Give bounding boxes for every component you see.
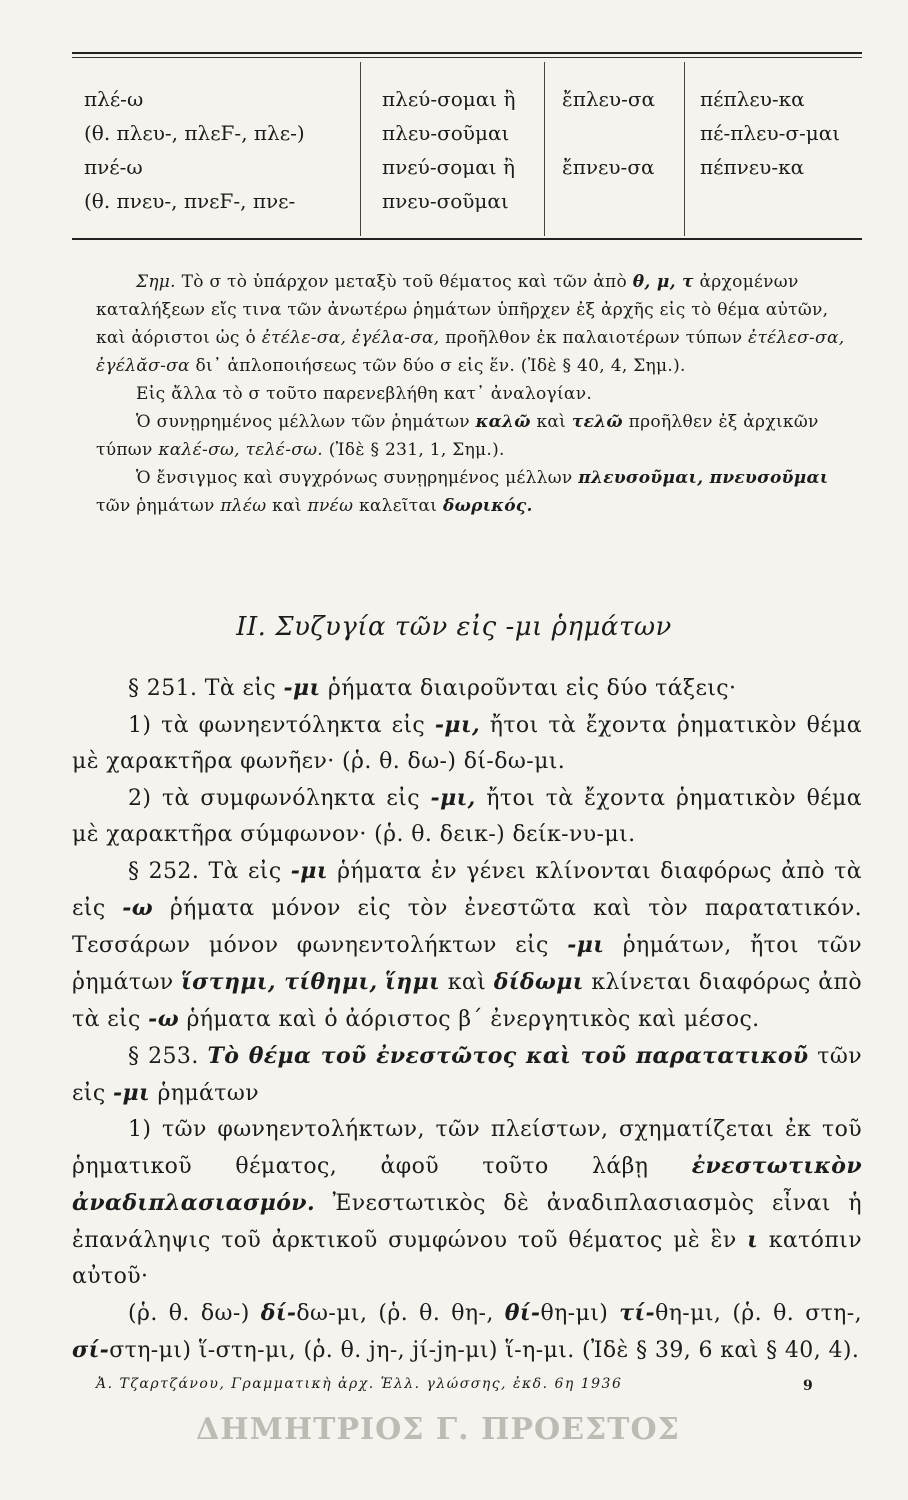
table-col-perfect	[700, 82, 840, 218]
note-emph: πλευσοῦμαι, πνευσοῦμαι	[578, 468, 829, 488]
note-emph: καλῶ	[475, 412, 531, 432]
owner-stamp: ΔΗΜΗΤΡΙΟΣ Γ. ΠΡΟΕΣΤΟΣ	[196, 1412, 680, 1447]
text: § 252. Τὰ εἰς	[128, 859, 291, 884]
table-cell: πέ-πλευ-σ-μαι	[700, 121, 841, 145]
paragraph-253-examples	[72, 1295, 862, 1369]
table-cell: πλεύ-σομαι ἢ	[382, 87, 516, 111]
note-paragraph	[96, 464, 862, 520]
text: θη-μι, (ῥ. θ. στη-,	[655, 1301, 862, 1326]
emph: δίδωμι	[493, 969, 584, 995]
note-text: ἀρχομένων καταλήξεων εἴς τινα τῶν ἀνωτέρω ῥημάτων ὑπῆρχεν ἐξ ἀρχῆς εἰς τὸ θέμα αὐτῶν, καὶ ἀόριστοι ὡς ὁ	[96, 272, 829, 348]
text: δω-μι, (ῥ. θ. θη-,	[296, 1301, 505, 1326]
text: Ἐνεστωτικὸς δὲ ἀναδιπλασιασμὸς εἶναι ἡ ἐπανάληψις τοῦ ἀρκτικοῦ συμφώνου τοῦ θέματος μὲ ἓν	[72, 1191, 862, 1253]
paragraph-251-1	[72, 707, 862, 780]
text: 2) τὰ συμφωνόληκτα εἰς	[128, 786, 431, 811]
paragraph-251-2	[72, 780, 862, 853]
conjugation-table	[72, 52, 862, 240]
emph: -ω	[148, 1006, 180, 1032]
table-cell: πνεύ-σομαι ἢ	[382, 155, 515, 179]
table-divider	[360, 62, 361, 236]
note-text: προῆλθεν ἐξ ἀρχικῶν τύπων	[96, 412, 819, 460]
text: § 251. Τὰ εἰς	[128, 676, 284, 701]
text: 1) τὰ φωνηεντόληκτα εἰς	[128, 713, 435, 738]
table-cell: ἔπνευ-σα	[562, 155, 655, 179]
note-text: Ὁ συνῃρημένος μέλλων τῶν ῥημάτων	[136, 412, 476, 432]
table-divider	[544, 62, 545, 236]
body-text	[72, 670, 862, 1369]
table-cell: (θ. πνευ-, πνεϜ-, πνε-	[84, 189, 296, 213]
emph: δί-	[260, 1300, 297, 1326]
note-block	[96, 268, 862, 520]
section-heading: II. Συζυγία τῶν εἰς -μι ῥημάτων	[236, 612, 672, 642]
emph: θί-	[504, 1300, 541, 1326]
table-cell	[700, 184, 840, 218]
emph: -μι	[290, 858, 328, 884]
table-col-present	[84, 82, 305, 218]
note-emph: καλέ-σω, τελέ-σω.	[158, 440, 324, 460]
footer-citation: Ἀ. Τζαρτζάνου, Γραμματικὴ ἀρχ. Ἑλλ. γλώσσης, ἐκδ. 6η 1936	[96, 1376, 623, 1392]
note-text: τῶν ῥημάτων	[96, 496, 221, 516]
text: ῥήματα καὶ ὁ ἀόριστος β΄ ἐνεργητικὸς καὶ μέσος.	[179, 1007, 760, 1032]
note-text: προῆλθον ἐκ παλαιοτέρων τύπων	[439, 328, 749, 348]
emph: -μι	[567, 932, 605, 958]
note-label: Σημ.	[136, 272, 176, 292]
text: ῥημάτων	[150, 1081, 259, 1106]
table-cell: πνέ-ω	[84, 155, 143, 179]
paragraph-251	[72, 670, 862, 707]
table-cell: ἔπλευ-σα	[562, 87, 655, 111]
text: στη-μι) ἵ-στη-μι, (ῥ. θ. jη-, jί-jη-μι) ἵ-η-μι. (Ἰδὲ § 39, 6 καὶ § 40, 4).	[109, 1338, 860, 1363]
text: ῥημάτων, ἤτοι τῶν ῥημάτων	[72, 933, 862, 995]
table-bottom-rule	[72, 238, 862, 240]
text: 1) τῶν φωνηεντολήκτων, τῶν πλείστων, σχηματίζεται ἐκ τοῦ ῥηματικοῦ θέματος, ἀφοῦ τοῦτο λάβῃ	[72, 1117, 862, 1179]
table-divider	[684, 62, 685, 236]
emph: ι	[747, 1227, 759, 1253]
note-text: δι᾿ ἁπλοποιήσεως τῶν δύο σ εἰς ἕν. (Ἰδὲ § 40, 4, Σημ.).	[189, 356, 686, 376]
note-emph: ἐτέλεσ-σα, ἐγέλᾰσ-σα	[96, 328, 845, 376]
signature-number: 9	[803, 1378, 813, 1394]
text: (ῥ. θ. δω-)	[128, 1301, 261, 1326]
text: ῥήματα διαιροῦνται εἰς δύο τάξεις·	[320, 676, 737, 701]
text: ῥήματα ἐν γένει κλίνονται διαφόρως ἀπὸ τὰ εἰς	[72, 859, 863, 921]
note-text: καὶ	[266, 496, 308, 516]
text: ἤτοι τὰ ἔχοντα ῥηματικὸν θέμα μὲ χαρακτῆρα σύμφωνον· (ῥ. θ. δεικ-) δείκ-νυ-μι.	[72, 786, 862, 847]
emph: ἐνεστωτικὸν ἀναδιπλασιασμόν.	[72, 1153, 862, 1216]
emph: -μι,	[430, 785, 476, 811]
note-text: Τὸ σ τὸ ὑπάρχον μεταξὺ τοῦ θέματος καὶ τῶν ἀπὸ	[175, 272, 633, 292]
note-paragraph	[96, 408, 862, 464]
note-emph: ἐτέλε-σα, ἐγέλα-σα,	[261, 328, 440, 348]
note-emph: πλέω	[220, 496, 267, 516]
text: καὶ	[440, 970, 494, 995]
emph: -μι	[283, 675, 321, 701]
table-top-rule	[72, 52, 862, 54]
table-body	[72, 58, 862, 238]
paragraph-253	[72, 1038, 862, 1112]
emph: τί-	[619, 1300, 656, 1326]
table-col-future	[382, 82, 515, 218]
emph: Τὸ θέμα τοῦ ἐνεστῶτος καὶ τοῦ παρατατικοῦ	[207, 1043, 809, 1069]
table-cell: πέπνευ-κα	[700, 155, 805, 179]
note-text: (Ἰδὲ § 231, 1, Σημ.).	[323, 440, 505, 460]
table-cell: πλέ-ω	[84, 87, 144, 111]
text: κατόπιν αὐτοῦ·	[72, 1228, 862, 1289]
table-cell: (θ. πλευ-, πλεϜ-, πλε-)	[84, 121, 305, 145]
paragraph-252	[72, 853, 862, 1038]
table-cell	[562, 184, 655, 218]
text: τῶν εἰς	[72, 1044, 862, 1106]
note-emph: δωρικός.	[442, 496, 533, 516]
paragraph-253-1	[72, 1112, 862, 1295]
table-cell	[562, 116, 655, 150]
text: ῥήματα μόνον εἰς τὸν ἐνεστῶτα καὶ τὸν παρατατικόν. Τεσσάρων μόνον φωνηεντολήκτων εἰς	[72, 896, 862, 958]
table-cell: πλευ-σοῦμαι	[382, 121, 510, 145]
note-paragraph: Εἰς ἄλλα τὸ σ τοῦτο παρενεβλήθη κατ᾿ ἀναλογίαν.	[136, 384, 593, 404]
note-text: καὶ	[530, 412, 572, 432]
text: ἤτοι τὰ ἔχοντα ῥηματικὸν θέμα μὲ χαρακτῆρα φωνῆεν· (ῥ. θ. δω-) δί-δω-μι.	[72, 713, 863, 774]
note-paragraph	[96, 268, 862, 380]
emph: -ω	[122, 895, 154, 921]
text: § 253.	[128, 1044, 208, 1069]
emph: σί-	[72, 1337, 110, 1363]
emph: -μι,	[434, 712, 481, 738]
note-emph: πνέω	[307, 496, 354, 516]
emph: ἵστημι, τίθημι,	[181, 969, 378, 995]
table-col-aorist	[562, 82, 655, 218]
text: θη-μι)	[540, 1301, 620, 1326]
text: κλίνεται διαφόρως ἀπὸ τὰ εἰς	[72, 970, 862, 1032]
note-emph: τελῶ	[571, 412, 623, 432]
table-cell: πνευ-σοῦμαι	[382, 189, 509, 213]
note-emph: θ, μ, τ	[632, 272, 694, 292]
emph: ἵημι	[385, 969, 441, 995]
emph: -μι	[112, 1080, 151, 1106]
table-cell: πέπλευ-κα	[700, 87, 805, 111]
text	[378, 970, 386, 995]
note-text: Ὁ ἔνσιγμος καὶ συγχρόνως συνῃρημένος μέλλων	[136, 468, 579, 488]
note-text: καλεῖται	[353, 496, 443, 516]
